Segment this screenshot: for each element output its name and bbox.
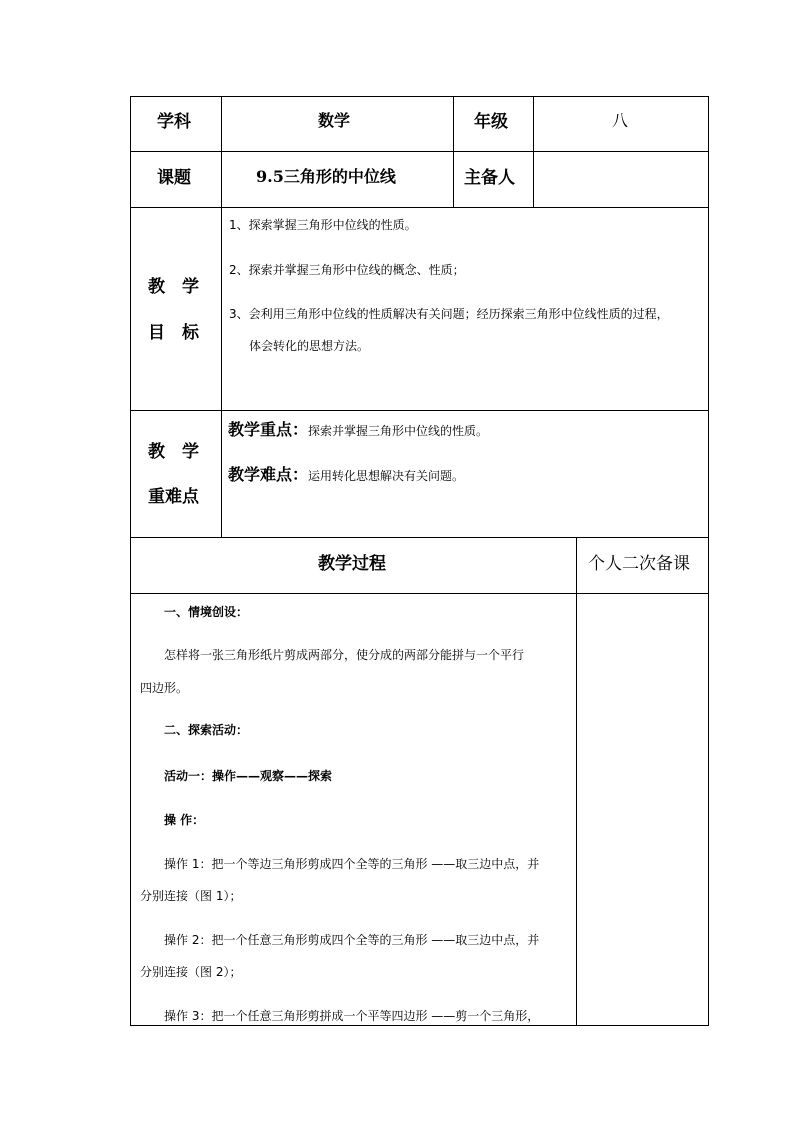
- objective-item-3-cont: 体会转化的思想方法。: [249, 339, 370, 353]
- process-line-10: 分别连接（图 2）；: [140, 965, 242, 979]
- process-line-5: 活动一：操作——观察——探索: [164, 769, 333, 783]
- col-line-grade-label: [453, 96, 454, 208]
- process-line-7: 操作 1：把一个等边三角形剪成四个全等的三角形 ——取三边中点，并: [164, 857, 540, 871]
- focus-text: 探索并掌握三角形中位线的性质。: [308, 424, 489, 438]
- focus-label: 教学重点：: [228, 420, 309, 439]
- difficulty-label: 教学难点：: [228, 465, 309, 484]
- process-side-title: 个人二次备课: [588, 554, 690, 574]
- objective-item-1: 1、探索掌握三角形中位线的性质。: [229, 218, 417, 232]
- row-line-4: [130, 537, 709, 538]
- topic-label: 课题: [157, 168, 191, 188]
- process-line-8: 分别连接（图 1）；: [140, 889, 242, 903]
- difficulty-text: 运用转化思想解决有关问题。: [308, 469, 465, 483]
- table-border-top: [130, 96, 709, 97]
- process-line-1: 一、情境创设：: [164, 605, 249, 619]
- process-line-4: 二、探索活动：: [164, 723, 249, 737]
- objective-item-3: 3、会利用三角形中位线的性质解决有关问题；经历探索三角形中位线性质的过程，: [229, 307, 669, 321]
- process-line-6: 操 作：: [164, 813, 205, 827]
- row-line-3: [130, 410, 709, 411]
- objective-item-2: 2、探索并掌握三角形中位线的概念、性质；: [229, 263, 465, 277]
- focus-line: [228, 417, 488, 440]
- objectives-label-line2: 目 标: [148, 323, 199, 343]
- grade-label: 年级: [474, 112, 508, 132]
- col-line-label: [221, 96, 222, 537]
- col-line-side: [576, 537, 577, 1026]
- keypoints-label-line1: 教 学: [148, 442, 199, 462]
- process-line-3: 四边形。: [140, 681, 189, 695]
- table-border-bottom: [130, 1025, 709, 1026]
- topic-value: 9.5三角形的中位线: [256, 167, 396, 186]
- row-line-2: [130, 207, 709, 208]
- subject-value: 数学: [318, 111, 351, 130]
- subject-label: 学科: [157, 112, 191, 132]
- grade-value: 八: [612, 111, 629, 130]
- process-line-2: 怎样将一张三角形纸片剪成两部分，使分成的两部分能拼与一个平行: [164, 648, 525, 662]
- col-line-grade-value: [533, 96, 534, 208]
- row-line-5: [130, 593, 709, 594]
- table-border-left: [130, 96, 131, 1026]
- keypoints-label-line2: 重难点: [148, 487, 199, 507]
- objectives-label-line1: 教 学: [148, 277, 199, 297]
- table-border-right: [708, 96, 709, 1026]
- process-line-11: 操作 3：把一个任意三角形剪拼成一个平等四边形 ——剪一个三角形，: [164, 1009, 540, 1023]
- owner-label: 主备人: [464, 168, 515, 188]
- process-line-9: 操作 2：把一个任意三角形剪成四个全等的三角形 ——取三边中点，并: [164, 933, 540, 947]
- process-title: 教学过程: [318, 554, 386, 574]
- difficulty-line: [228, 462, 464, 485]
- row-line-1: [130, 151, 709, 152]
